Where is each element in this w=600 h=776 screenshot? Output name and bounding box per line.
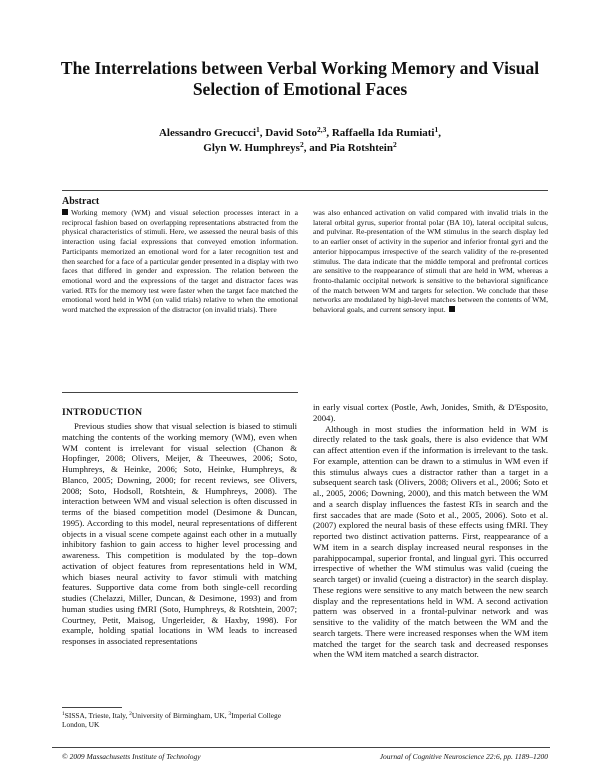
abstract-top-rule bbox=[62, 190, 548, 191]
abstract-heading: Abstract bbox=[62, 196, 100, 207]
affiliation-footnote bbox=[62, 711, 298, 730]
author-name: Alessandro Grecucci bbox=[158, 127, 257, 139]
intro-paragraph: Although in most studies the information held in WM is directly related to the task goals, there is also evidence that WM can affect attention even if the information is irrelevant to the task. For example, attention can be drawn to a stimulus in WM even if this stimulus always cues a distractor rather than a target in a subsequent search task (Olivers, 2008; Olivers et al., 2006; Soto et al., 2005, 2006; Downing, 2000), and this match between the WM and a search display influences the fastest RTs in search and the first saccades that are made (Soto et al., 2005, 2006). Soto et al. (2007) explored the neural basis of these effects using fMRI. They reported two distinct activation patterns. First, reappearance of a WM item in a search display increased neural responses in the parahippocampal, superior frontal, and lingual gyri. This occurred irrespective of whether the WM stimulus was valid (cueing the search target) or invalid (cueing a distractor) in the search display. These regions were sensitive to any match between the new search display and the representations held in WM. A second activation pattern was observed in a frontal-pulvinar network and was sensitive to the validity of the match between the WM and the search targets. There were increased responses when the WM item matched the target for the search task and decreased responses when the WM item matched a search distractor. bbox=[313, 423, 548, 660]
copyright-notice: © 2009 Massachusetts Institute of Technology bbox=[62, 752, 201, 761]
abstract-left-column bbox=[62, 208, 298, 315]
author-name: Raffaella Ida Rumiati bbox=[331, 127, 435, 139]
affiliation-text: SISSA, Trieste, Italy, bbox=[64, 711, 130, 720]
author-separator: , bbox=[438, 127, 441, 139]
paper-title: The Interrelations between Verbal Working Memory and Visual Selection of Emotional Faces bbox=[60, 58, 540, 99]
affiliation-marker: 2 bbox=[299, 140, 304, 149]
author-separator: , bbox=[259, 127, 266, 139]
intro-top-rule bbox=[62, 392, 298, 393]
intro-paragraph: in early visual cortex (Postle, Awh, Jonides, Smith, & D'Esposito, 2004). bbox=[313, 402, 548, 423]
abstract-right-column bbox=[313, 208, 548, 315]
affiliation-marker: 2,3 bbox=[316, 125, 327, 134]
affiliation-text: Imperial College London, UK bbox=[62, 711, 282, 730]
footnote-rule bbox=[62, 707, 122, 708]
introduction-heading: INTRODUCTION bbox=[62, 407, 143, 418]
author-separator: , bbox=[326, 127, 332, 139]
author-name: Pia Rotshtein bbox=[329, 142, 393, 154]
affiliation-marker: 1 bbox=[256, 125, 260, 134]
affiliation-marker: 2 bbox=[392, 140, 397, 149]
author-name: Glyn W. Humphreys bbox=[203, 142, 300, 154]
author-list bbox=[60, 126, 540, 156]
abstract-text-right: was also enhanced activation on valid compared with invalid trials in the lateral orbital gyrus, superior frontal polar (BA 10), lateral occipital sulcus, and pulvinar. Re-presentation of the WM stimulus in the search display led to an earlier onset of activity in the superior and inferior frontal gyri and the anterior hippocampus irrespective of the search validity of the re-presented stimulus. The data indicate that the middle temporal and prefrontal cortices are sensitive to the reappearance of stimuli that are held in WM, whereas a fronto-thalamic occipital network is sensitive to the behavioral significance of the match between WM and targets for selection. We conclude that these networks are modulated by high-level matches between the contents of WM, behavioral goals, and current sensory input. bbox=[313, 208, 548, 315]
affiliation-marker: 3 bbox=[228, 711, 232, 717]
affiliation-marker: 2 bbox=[129, 711, 132, 717]
journal-citation: Journal of Cognitive Neuroscience 22:6, pp. 1189–1200 bbox=[379, 752, 548, 761]
intro-paragraph: Previous studies show that visual selection is biased to stimuli matching the contents of the working memory (WM), even when WM content is irrelevant for visual selection (Chanon & Hopfinger, 2008; Olivers, Meijer, & Theeuwes, 2006; Soto, Humphreys, & Heinke, 2006; Soto, Heinke, Humphreys, & Blanco, 2005; Downing, 2000; for recent reviews, see Olivers, 2008; Soto, Hodsoll, Rotshtein, & Humphreys, 2008). The interaction between WM and visual selection is often discussed in terms of the biased competition model (Desimone & Duncan, 1995). According to this model, neural representations of different objects in a visual scene compete against each other in a mutually inhibitory fashion to gain access to higher level processing and awareness. This competition is modulated by the top–down activation of object features from representations held in WM, which biases neural activity to favor stimuli with matching features. Supportive data come from both single-cell recording studies (Chelazzi, Miller, Duncan, & Desimone, 1993) and from human studies using fMRI (Soto, Humphreys, & Rotshtein, 2007; Courtney, Petit, Maisog, Ungerleider, & Haxby, 1998). For example, holding spatial locations in WM leads to increased responses in associated representations bbox=[62, 421, 297, 646]
square-bullet-icon bbox=[62, 209, 68, 215]
end-square-icon bbox=[449, 306, 455, 312]
affiliation-marker: 1 bbox=[62, 711, 65, 717]
author-name: David Soto bbox=[265, 127, 317, 139]
abstract-text-left: Working memory (WM) and visual selection processes interact in a reciprocal fashion based on overlapping representations abstracted from the physical characteristics of stimuli. Here, we assessed the neural basis of this interaction using facial expressions that conveyed emotion information. Participants memorized an emotional word for a later recognition test and then searched for a face of a particular gender presented in a display with two faces that differed in gender and expression. The relation between the emotional word and the expressions of the target and distractor faces was varied. RTs for the memory test were faster when the target face matched the emotional word held in WM (on valid trials) relative to when the emotional word matched the expression of the distractor (on invalid trials). There bbox=[62, 208, 298, 315]
body-right-column bbox=[313, 402, 548, 660]
affiliation-text: University of Birmingham, UK, bbox=[131, 711, 229, 720]
author-separator: , and bbox=[303, 142, 330, 154]
body-left-column bbox=[62, 421, 297, 647]
footer-rule bbox=[52, 747, 550, 748]
affiliation-marker: 1 bbox=[434, 125, 439, 134]
